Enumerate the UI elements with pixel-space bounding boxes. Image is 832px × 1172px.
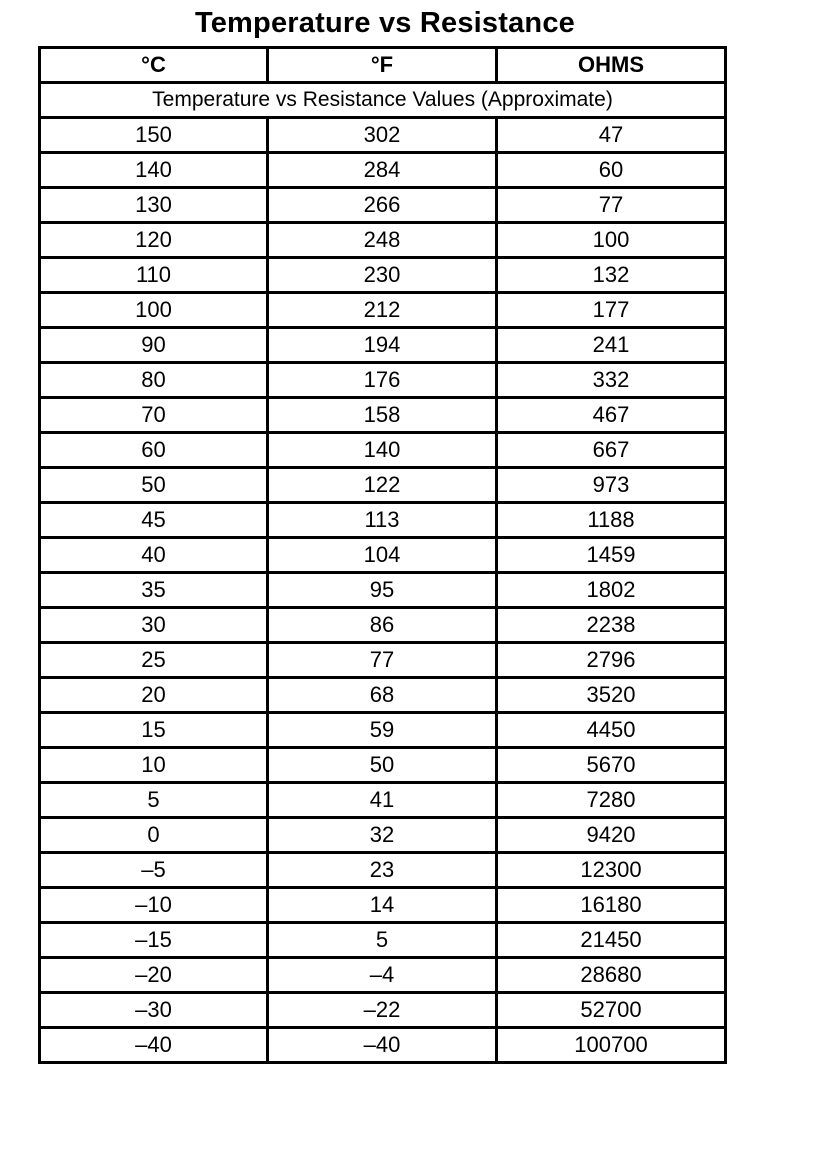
cell-celsius: 25 [40,643,268,678]
cell-celsius: 5 [40,783,268,818]
cell-fahrenheit: 77 [268,643,497,678]
cell-ohms: 332 [497,363,726,398]
cell-fahrenheit: 212 [268,293,497,328]
table-row [40,293,726,328]
table-row [40,433,726,468]
cell-celsius: 30 [40,608,268,643]
header-row [40,48,726,83]
cell-ohms: 467 [497,398,726,433]
cell-ohms: 7280 [497,783,726,818]
page-title: Temperature vs Resistance [194,7,576,39]
cell-ohms: 12300 [497,853,726,888]
cell-celsius: 130 [40,188,268,223]
table-row [40,468,726,503]
cell-celsius: 0 [40,818,268,853]
cell-celsius: 90 [40,328,268,363]
cell-celsius: –40 [40,1028,268,1063]
cell-celsius: 40 [40,538,268,573]
cell-fahrenheit: 266 [268,188,497,223]
table-row [40,923,726,958]
cell-fahrenheit: –22 [268,993,497,1028]
cell-celsius: 70 [40,398,268,433]
cell-fahrenheit: 158 [268,398,497,433]
cell-fahrenheit: 176 [268,363,497,398]
subtitle-row [40,83,726,118]
cell-celsius: –20 [40,958,268,993]
cell-ohms: 1802 [497,573,726,608]
cell-fahrenheit: 50 [268,748,497,783]
cell-fahrenheit: 59 [268,713,497,748]
cell-fahrenheit: 284 [268,153,497,188]
cell-celsius: –5 [40,853,268,888]
cell-ohms: 2796 [497,643,726,678]
cell-fahrenheit: –4 [268,958,497,993]
cell-fahrenheit: 5 [268,923,497,958]
table-row [40,573,726,608]
cell-fahrenheit: 230 [268,258,497,293]
table-row [40,958,726,993]
table-subtitle: Temperature vs Resistance Values (Approximate) [40,83,726,118]
cell-celsius: 20 [40,678,268,713]
cell-celsius: 120 [40,223,268,258]
table-row [40,188,726,223]
table-row [40,328,726,363]
cell-celsius: 150 [40,118,268,153]
table-row [40,398,726,433]
cell-fahrenheit: 23 [268,853,497,888]
table-row [40,783,726,818]
table-row [40,748,726,783]
cell-ohms: 5670 [497,748,726,783]
cell-fahrenheit: 32 [268,818,497,853]
cell-celsius: 140 [40,153,268,188]
table-row [40,363,726,398]
cell-celsius: 110 [40,258,268,293]
cell-fahrenheit: 140 [268,433,497,468]
cell-ohms: 2238 [497,608,726,643]
cell-fahrenheit: 122 [268,468,497,503]
cell-fahrenheit: 86 [268,608,497,643]
table-row [40,223,726,258]
cell-fahrenheit: 113 [268,503,497,538]
cell-ohms: 60 [497,153,726,188]
temperature-resistance-table [38,46,727,1064]
cell-celsius: 50 [40,468,268,503]
cell-celsius: 45 [40,503,268,538]
cell-ohms: 21450 [497,923,726,958]
cell-ohms: 52700 [497,993,726,1028]
table-row [40,818,726,853]
cell-celsius: 80 [40,363,268,398]
cell-ohms: 77 [497,188,726,223]
table-row [40,678,726,713]
cell-ohms: 100 [497,223,726,258]
header-fahrenheit: °F [268,48,497,83]
cell-fahrenheit: –40 [268,1028,497,1063]
cell-ohms: 241 [497,328,726,363]
cell-ohms: 9420 [497,818,726,853]
cell-fahrenheit: 104 [268,538,497,573]
table-row [40,1028,726,1063]
cell-ohms: 177 [497,293,726,328]
table-row [40,853,726,888]
cell-ohms: 1188 [497,503,726,538]
cell-celsius: –30 [40,993,268,1028]
table-row [40,503,726,538]
cell-celsius: 35 [40,573,268,608]
table-row [40,608,726,643]
cell-ohms: 4450 [497,713,726,748]
cell-celsius: 100 [40,293,268,328]
cell-celsius: 10 [40,748,268,783]
table-row [40,993,726,1028]
cell-celsius: –10 [40,888,268,923]
table-row [40,538,726,573]
table-row [40,643,726,678]
cell-celsius: –15 [40,923,268,958]
table-row [40,153,726,188]
cell-ohms: 667 [497,433,726,468]
cell-celsius: 60 [40,433,268,468]
cell-fahrenheit: 95 [268,573,497,608]
header-celsius: °C [40,48,268,83]
cell-ohms: 1459 [497,538,726,573]
cell-ohms: 100700 [497,1028,726,1063]
table-row [40,118,726,153]
cell-fahrenheit: 68 [268,678,497,713]
table-row [40,888,726,923]
table-row [40,258,726,293]
cell-fahrenheit: 194 [268,328,497,363]
cell-ohms: 3520 [497,678,726,713]
cell-ohms: 28680 [497,958,726,993]
cell-ohms: 973 [497,468,726,503]
table-row [40,713,726,748]
cell-fahrenheit: 14 [268,888,497,923]
cell-ohms: 16180 [497,888,726,923]
cell-fahrenheit: 41 [268,783,497,818]
cell-ohms: 47 [497,118,726,153]
cell-fahrenheit: 302 [268,118,497,153]
cell-ohms: 132 [497,258,726,293]
cell-celsius: 15 [40,713,268,748]
cell-fahrenheit: 248 [268,223,497,258]
header-ohms: OHMS [497,48,726,83]
